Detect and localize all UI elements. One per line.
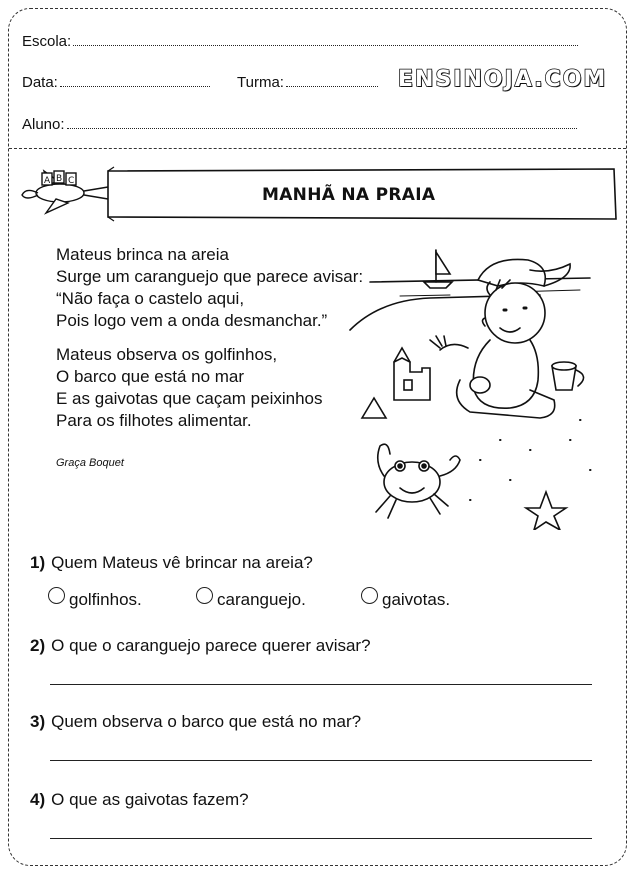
- poem-line: “Não faça o castelo aqui,: [56, 289, 245, 308]
- starfish-icon: [526, 492, 566, 530]
- answer-line-3[interactable]: [50, 760, 592, 761]
- question-text: O que o caranguejo parece querer avisar?: [51, 636, 371, 655]
- page-title: MANHÃ NA PRAIA: [262, 185, 436, 205]
- turma-line[interactable]: [286, 85, 378, 87]
- poem-line: Mateus observa os golfinhos,: [56, 345, 278, 364]
- header-separator: [9, 148, 626, 149]
- option-caranguejo[interactable]: [196, 590, 306, 610]
- question-text: O que as gaivotas fazem?: [51, 790, 249, 809]
- bucket-icon: [552, 362, 584, 390]
- poem-line: Surge um caranguejo que parece avisar:: [56, 267, 364, 286]
- escola-label: Escola:: [22, 33, 72, 50]
- question-text: Quem observa o barco que está no mar?: [51, 712, 362, 731]
- option-gaivotas[interactable]: [361, 590, 450, 610]
- site-logo: ENSINOJA.COM: [398, 67, 608, 92]
- option-golfinhos[interactable]: [48, 590, 142, 610]
- aluno-field: [22, 116, 577, 133]
- turma-label: Turma:: [237, 74, 284, 91]
- poem-line: O barco que está no mar: [56, 367, 245, 386]
- poem: [56, 244, 363, 444]
- radio-circle[interactable]: [361, 587, 378, 604]
- escola-field: [22, 33, 578, 50]
- answer-line-4[interactable]: [50, 838, 592, 839]
- poem-line: Pois logo vem a onda desmanchar.”: [56, 311, 328, 330]
- svg-text:C: C: [68, 176, 75, 186]
- option-label: golfinhos.: [69, 590, 142, 609]
- radio-circle[interactable]: [48, 587, 65, 604]
- question-number: 2): [30, 636, 46, 655]
- data-label: Data:: [22, 74, 58, 91]
- question-3: [30, 712, 361, 732]
- sand-dots: [470, 420, 591, 500]
- turma-field: [237, 74, 378, 91]
- sand-pile-icon: [362, 398, 386, 418]
- question-4: [30, 790, 249, 810]
- poem-line: Mateus brinca na areia: [56, 245, 229, 264]
- beach-scene-illustration: [340, 240, 630, 530]
- svg-text:B: B: [56, 174, 63, 184]
- question-number: 4): [30, 790, 46, 809]
- question-number: 3): [30, 712, 46, 731]
- crab-icon: [376, 444, 460, 518]
- question-2: [30, 636, 371, 656]
- poem-stanza-2: [56, 344, 363, 432]
- sandcastle-icon: [394, 348, 430, 400]
- data-field: [22, 74, 210, 91]
- question-1: [30, 553, 313, 573]
- aluno-label: Aluno:: [22, 116, 65, 133]
- svg-text:A: A: [44, 176, 51, 186]
- plane-icon: [22, 171, 108, 213]
- data-line[interactable]: [60, 85, 210, 87]
- sailboat-icon: [424, 250, 452, 288]
- escola-line[interactable]: [73, 44, 578, 46]
- question-number: 1): [30, 553, 46, 572]
- poem-stanza-1: [56, 244, 363, 332]
- poem-line: Para os filhotes alimentar.: [56, 411, 252, 430]
- radio-circle[interactable]: [196, 587, 213, 604]
- question-text: Quem Mateus vê brincar na areia?: [51, 553, 313, 572]
- option-label: gaivotas.: [382, 590, 451, 609]
- option-label: caranguejo.: [217, 590, 306, 609]
- aluno-line[interactable]: [67, 127, 577, 129]
- poem-author: Graça Boquet: [56, 457, 124, 469]
- poem-line: E as gaivotas que caçam peixinhos: [56, 389, 323, 408]
- answer-line-2[interactable]: [50, 684, 592, 685]
